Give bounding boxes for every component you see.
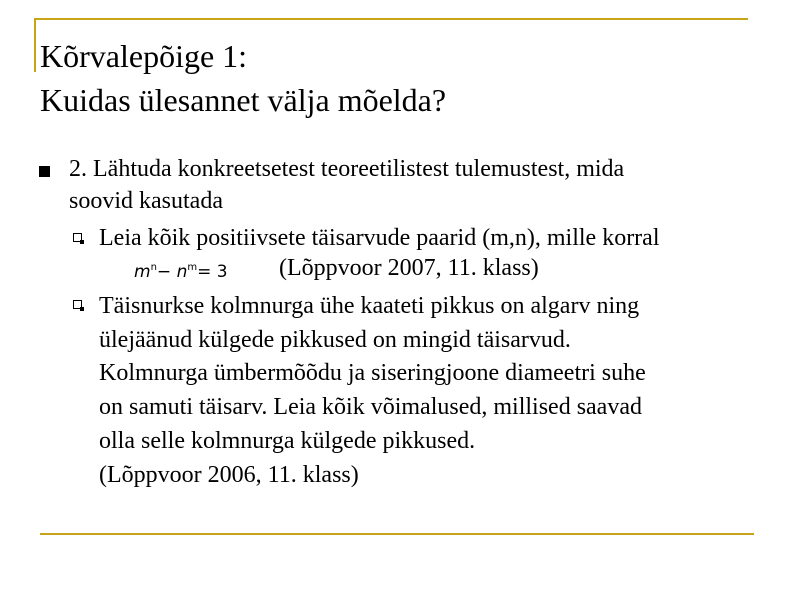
sub-item-2-line-4: on samuti täisarv. Leia kõik võimalused, millised saavad xyxy=(99,394,642,421)
main-bullet-line-2: soovid kasutada xyxy=(69,188,223,214)
sub-item-2-line-3: Kolmnurga ümbermõõdu ja siseringjoone diameetri suhe xyxy=(99,360,646,387)
formula-minus: − xyxy=(156,262,172,282)
sub-item-2-text xyxy=(99,290,779,492)
formula-exp-1: n xyxy=(150,262,157,273)
sub-item-2-line-2: ülejäänud külgede pikkused on mingid täisarvud. xyxy=(99,326,571,353)
equation xyxy=(134,256,228,284)
sub-item-2-line-6: (Lõppvoor 2006, 11. klass) xyxy=(99,461,359,488)
formula-base-1: m xyxy=(134,262,151,282)
sub-item-1-reference: (Lõppvoor 2007, 11. klass) xyxy=(279,255,539,281)
main-bullet-text xyxy=(69,153,769,217)
sub-item-1-text: Leia kõik positiivsete täisarvude paarid (m,n), mille korral xyxy=(99,225,660,251)
formula-rhs: = 3 xyxy=(197,262,228,282)
hollow-square-bullet-icon xyxy=(73,233,82,242)
sub-item-2-line-1: Täisnurkse kolmnurga ühe kaateti pikkus on algarv ning xyxy=(99,293,640,319)
title-line-2: Kuidas ülesannet välja mõelda? xyxy=(40,82,447,118)
square-bullet-icon xyxy=(39,166,50,177)
sub-item-2-line-5: olla selle kolmnurga külgede pikkused. xyxy=(99,427,476,454)
hollow-square-bullet-icon xyxy=(73,300,82,309)
main-bullet-line-1: 2. Lähtuda konkreetsetest teoreetilistest tulemustest, mida xyxy=(69,156,625,182)
formula-exp-2: m xyxy=(187,262,198,273)
formula-base-2: n xyxy=(176,262,188,282)
title-line-1: Kõrvalepõige 1: xyxy=(40,38,248,74)
